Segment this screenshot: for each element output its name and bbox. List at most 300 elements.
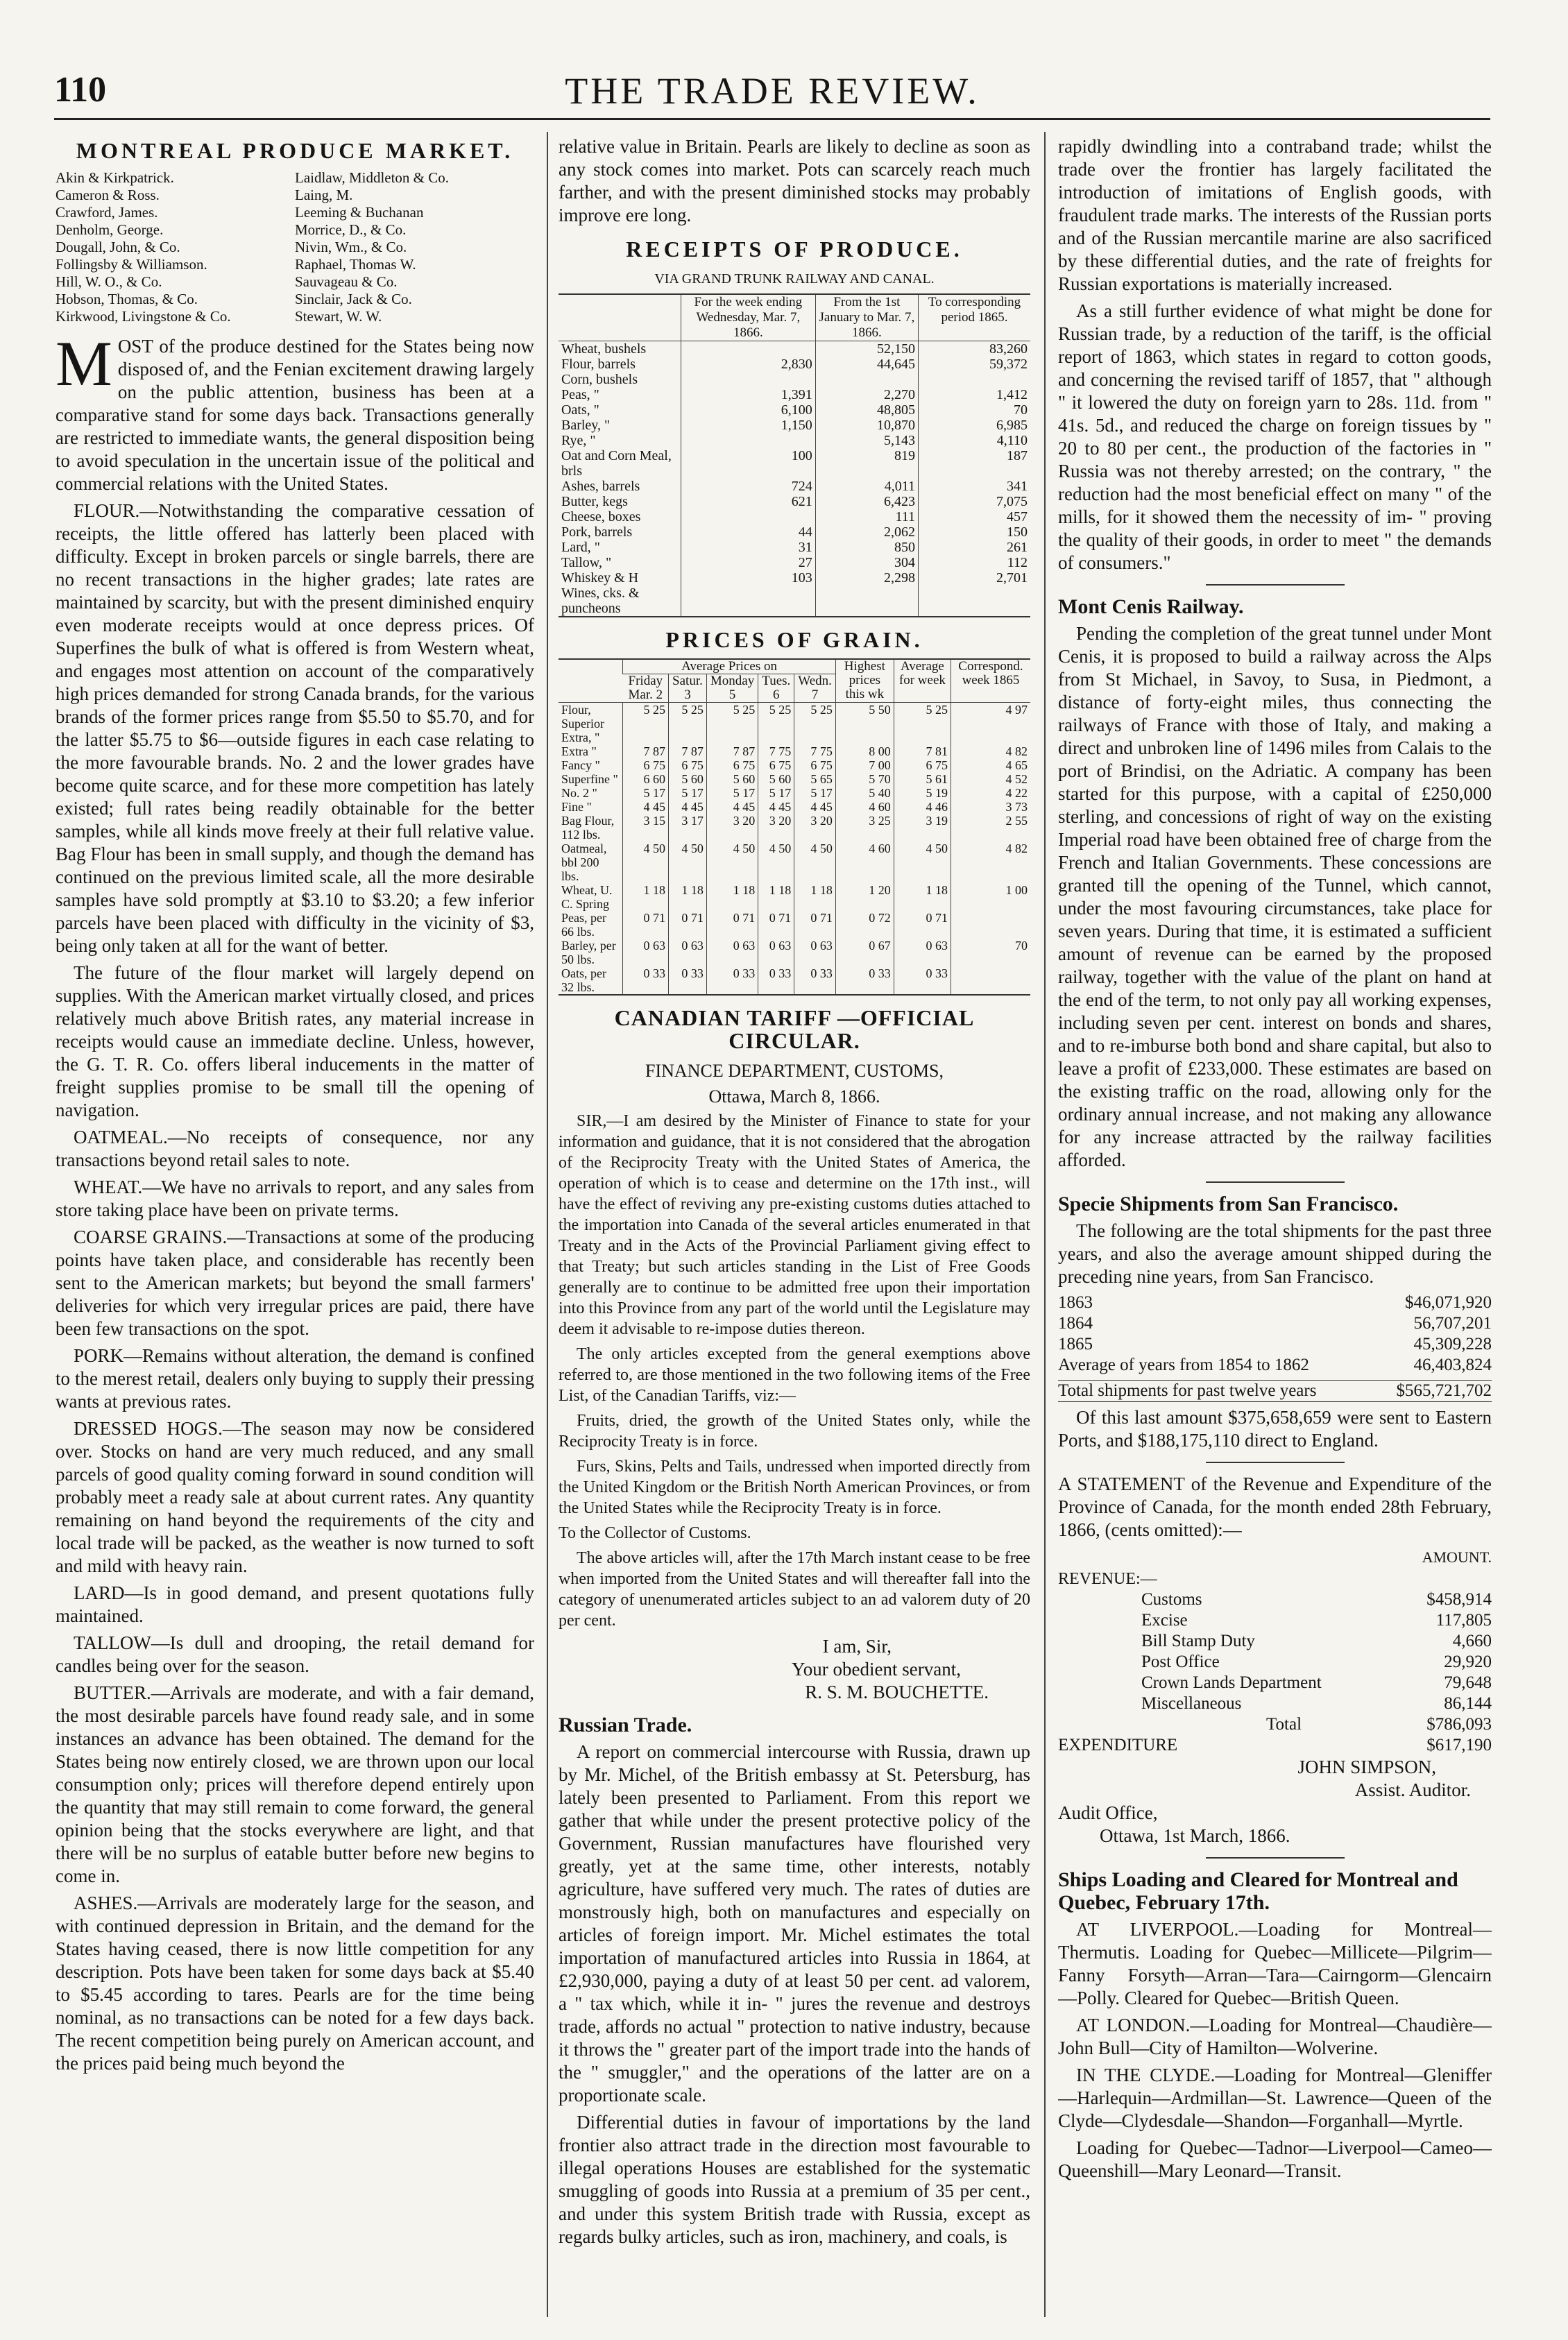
row-label: Wheat, bushels xyxy=(561,341,647,357)
table-header xyxy=(559,659,623,703)
list-item xyxy=(1141,1673,1492,1693)
table-cell xyxy=(919,372,1031,387)
tariff-department: FINANCE DEPARTMENT, CUSTOMS, xyxy=(645,1061,944,1081)
table-cell: 0 67 xyxy=(835,939,894,966)
table-cell: 4 50 xyxy=(706,842,758,883)
expenditure-label: EXPENDITURE xyxy=(1058,1736,1178,1754)
russian-trade-paragraph: Differential duties in favour of importations by the land frontier also attract trade in the direction most favourable to illegal operations Houses are established for the systematic smuggling of goods into Russia at a premium of 35 per cent., and under this system British trade with Russia, except as regards bulky articles, such as iron, machinery, and coals, is xyxy=(559,2112,1030,2247)
revenue-item-amount: 86,144 xyxy=(1444,1694,1492,1713)
row-label: Barley, per 50 lbs. xyxy=(561,939,616,966)
table-header: Monday 5 xyxy=(706,674,758,703)
table-cell: 70 xyxy=(951,939,1030,966)
table-cell: 31 xyxy=(681,540,815,555)
list-item xyxy=(1058,1355,1492,1376)
table-cell: 0 63 xyxy=(623,939,669,966)
flour-outlook: The future of the flour market will largely depend on supplies. With the American market virtually closed, and prices relatively much above British rates, any material increase in receipts would cause an immediate decline. Unless, however, the G. T. R. Co. offers liberal inducements in the matter of freight supplies promise to be small till the opening of navigation. xyxy=(56,962,534,1120)
table-cell: 4 82 xyxy=(951,744,1030,758)
table-cell: 100 xyxy=(681,448,815,479)
broker: Nivin, Wm., & Co. xyxy=(295,239,407,255)
broker: Denholm, George. xyxy=(56,221,164,238)
tariff-paragraph: Furs, Skins, Pelts and Tails, undressed when imported directly from the United Kingdom or the British North American Provinces, or from the United States while the Reciprocity Treaty is in force. xyxy=(559,1458,1030,1517)
table-cell: 3 25 xyxy=(835,814,894,842)
broker: Dougall, John, & Co. xyxy=(56,239,180,255)
table-cell: 0 71 xyxy=(758,911,794,939)
column-3 xyxy=(1058,135,1492,2187)
revenue-total-label: Total xyxy=(1266,1715,1302,1734)
table-cell: 1 00 xyxy=(951,883,1030,911)
coarse-grains-report: COARSE GRAINS.—Transactions at some of the producing points have taken place, and considerable has recently been sent to the American markets; but beyond the small farmers' deliveries for which very irregular prices are paid, there have been few transactions on the spot. xyxy=(56,1227,534,1339)
row-label: Fine " xyxy=(561,800,592,814)
column-rule xyxy=(1044,132,1046,2317)
broker: Morrice, D., & Co. xyxy=(295,221,407,238)
table-cell: 48,805 xyxy=(815,402,918,418)
table-cell: 2 55 xyxy=(951,814,1030,842)
row-label: Pork, barrels xyxy=(561,524,633,540)
page-header xyxy=(54,69,1490,120)
table-cell: 1 18 xyxy=(758,883,794,911)
row-label: Rye, " xyxy=(561,433,596,448)
tariff-heading: CANADIAN TARIFF —OFFICIAL CIRCULAR. xyxy=(614,1005,975,1053)
table-cell xyxy=(681,433,815,448)
row-label: Bag Flour, 112 lbs. xyxy=(561,814,615,842)
table-header: From the 1st January to Mar. 7, 1866. xyxy=(815,294,918,341)
specie-amount: 56,707,201 xyxy=(1413,1314,1492,1333)
table-cell: 4 45 xyxy=(669,800,707,814)
table-row xyxy=(559,772,1030,786)
table-row xyxy=(559,911,1030,939)
table-cell: 7 00 xyxy=(835,758,894,772)
table-cell: 7 75 xyxy=(758,744,794,758)
table-cell: 261 xyxy=(919,540,1031,555)
table-cell: 4 50 xyxy=(669,842,707,883)
table-cell xyxy=(815,372,918,387)
table-header: For the week ending Wednesday, Mar. 7, 1866. xyxy=(681,294,815,341)
table-cell: 6,423 xyxy=(815,494,918,509)
table-cell: 0 72 xyxy=(835,911,894,939)
table-cell: 5 25 xyxy=(758,703,794,745)
table-cell: 27 xyxy=(681,555,815,570)
table-header xyxy=(559,294,681,341)
table-cell: 304 xyxy=(815,555,918,570)
table-row xyxy=(559,814,1030,842)
table-row xyxy=(559,939,1030,966)
table-cell: 0 33 xyxy=(623,966,669,995)
mont-cenis-heading: Mont Cenis Railway. xyxy=(1058,595,1244,618)
table-cell: 0 33 xyxy=(835,966,894,995)
list-item xyxy=(1058,1292,1492,1313)
revenue-item-amount: 79,648 xyxy=(1444,1673,1492,1692)
ships-heading: Ships Loading and Cleared for Montreal and Quebec, February 17th. xyxy=(1058,1868,1458,1914)
russian-trade-paragraph: A report on commercial intercourse with Russia, drawn up by Mr. Michel, of the British embassy at St. Petersburg, has lately been presented to Parliament. From this report we gather that while under the present protective policy of the Government, Russian manufactures have flourished very greatly, yet at the same time, other interests, notably agriculture, have suffered very much. The rates of duties are monstrously high, both on manufactures and especially on articles of foreign import. Mr. Michel estimates the total importation of manufactured articles into Russia in 1864, at £2,930,000, paying a duty of at least 50 per cent. ad valorem, a " tax which, while it in- " jures the revenue and destroys trade, affords no actual " protection to native industry, because it throws the " greater part of the import trade into the hands of the " smuggler," and the operations of the latter are on a proportionate scale. xyxy=(559,1741,1030,2106)
table-cell: 0 33 xyxy=(894,966,951,995)
broker: Follingsby & Williamson. xyxy=(56,256,207,273)
table-cell: 187 xyxy=(919,448,1031,479)
table-cell: 10,870 xyxy=(815,418,918,433)
table-row xyxy=(559,372,1030,387)
tariff-signature: R. S. M. BOUCHETTE. xyxy=(805,1682,989,1702)
table-cell: 3 17 xyxy=(669,814,707,842)
section-rule xyxy=(1206,1181,1345,1183)
revenue-label: REVENUE:— xyxy=(1058,1570,1157,1588)
table-row xyxy=(559,402,1030,418)
row-label: Lard, " xyxy=(561,540,600,555)
table-cell: 4,110 xyxy=(919,433,1031,448)
table-cell: 5 60 xyxy=(669,772,707,786)
broker: Leeming & Buchanan xyxy=(295,204,424,221)
table-cell: 59,372 xyxy=(919,357,1031,372)
table-header: Highest prices this wk xyxy=(835,659,894,703)
table-cell: 341 xyxy=(919,479,1031,494)
table-cell: 70 xyxy=(919,402,1031,418)
table-cell: 0 63 xyxy=(706,939,758,966)
table-cell: 0 71 xyxy=(794,911,836,939)
table-cell: 5 40 xyxy=(835,786,894,800)
row-label: Barley, " xyxy=(561,418,611,433)
table-header: Tues. 6 xyxy=(758,674,794,703)
table-cell: 7 87 xyxy=(669,744,707,758)
table-header: Friday Mar. 2 xyxy=(623,674,669,703)
list-item xyxy=(1141,1693,1492,1714)
broker: Laidlaw, Middleton & Co. xyxy=(295,169,450,186)
auditor-name: JOHN SIMPSON, xyxy=(1297,1757,1436,1777)
ships-clyde-quebec: Loading for Quebec—Tadnor—Liverpool—Cameo—Queenshill—Mary Leonard—Transit. xyxy=(1058,2137,1492,2181)
row-label: Flour, barrels xyxy=(561,357,636,372)
table-cell xyxy=(951,911,1030,939)
row-label: Extra " xyxy=(561,744,597,758)
table-cell: 4 50 xyxy=(623,842,669,883)
specie-heading: Specie Shipments from San Francisco. xyxy=(1058,1193,1399,1215)
section-rule xyxy=(1206,1462,1345,1463)
table-cell: 4 50 xyxy=(758,842,794,883)
flour-report: FLOUR.—Notwithstanding the comparative cessation of receipts, the little offered has latterly been placed with difficulty. Except in broken parcels or single barrels, there are no recent transactions in the higher grades; late rates are maintained by scarcity, but with the present diminished enquiry even moderate receipts would at once depress prices. Of Superfines the bulk of what is offered is from Western wheat, and engages most attention on account of the comparatively high prices demanded for strong Canada brands, for the various brands of the former prices range from $5.50 to $5.70, and for the latter $5.75 to $6—outside figures in each case relating to the more favourable brands. No. 2 and the lower grades have become quite scarce, and for these more competition has lately existed; full rates being readily obtainable for the better samples, while all kinds move freely at their full relative value. Bag Flour has been in small supply, and though the demand has continued on the previous limited scale, all the more desirable samples have sold promptly at $3.10 to $3.20; a few inferior parcels have been placed with difficulty in the vicinity of $3, being only taken at all for the want of better. xyxy=(56,500,534,956)
table-cell: 5 17 xyxy=(706,786,758,800)
table-cell: 4 60 xyxy=(835,800,894,814)
russian-trade-paragraph: As a still further evidence of what might be done for Russian trade, by a reduction of the tariff, is the official report of 1863, which states in regard to cotton goods, and concerning the revised tariff of 1857, that " although " it lowered the duty on foreign yarn to 28s. 11d. from " 41s. 5d., and reduced the charge on foreign tissues by " 20 to 80 per cent., the production of the factories in " Russia was not thereby arrested; on the contrary, " the reduction had the most beneficial effect on many " of the mills, for it showed them the necessity of im- " proving the quality of their goods, in order to meet " the demands of consumers." xyxy=(1058,300,1492,573)
receipts-table xyxy=(559,293,1030,617)
expenditure-row xyxy=(1058,1735,1492,1756)
table-cell: 6 75 xyxy=(894,758,951,772)
pork-report: PORK—Remains without alteration, the demand is confined to the merest retail, dealers only buying to supply their pressing wants at previous rates. xyxy=(56,1345,534,1412)
table-cell: 44,645 xyxy=(815,357,918,372)
table-cell: 5 17 xyxy=(669,786,707,800)
list-item xyxy=(1141,1589,1492,1610)
broker: Raphael, Thomas W. xyxy=(295,256,416,273)
revenue-item-label: Crown Lands Department xyxy=(1141,1673,1322,1692)
table-header: Correspond. week 1865 xyxy=(951,659,1030,703)
table-row xyxy=(559,509,1030,524)
statement-intro: A STATEMENT of the Revenue and Expenditure of the Province of Canada, for the month ended 28th February, 1866, (cents omitted):— xyxy=(1058,1474,1492,1540)
table-cell: 621 xyxy=(681,494,815,509)
table-cell: 819 xyxy=(815,448,918,479)
table-row xyxy=(559,883,1030,911)
table-cell: 52,150 xyxy=(815,341,918,357)
table-header: To corresponding period 1865. xyxy=(919,294,1031,341)
table-cell: 7 87 xyxy=(623,744,669,758)
table-cell: 3 20 xyxy=(794,814,836,842)
table-cell: 7,075 xyxy=(919,494,1031,509)
table-row xyxy=(559,744,1030,758)
table-cell: 4 46 xyxy=(894,800,951,814)
table-cell: 150 xyxy=(919,524,1031,540)
receipts-table-body xyxy=(559,341,1030,617)
table-cell: 4 50 xyxy=(794,842,836,883)
table-cell: 2,830 xyxy=(681,357,815,372)
revenue-item-label: Excise xyxy=(1141,1611,1188,1630)
table-cell: 6 60 xyxy=(623,772,669,786)
table-cell: 724 xyxy=(681,479,815,494)
ships-clyde: IN THE CLYDE.—Loading for Montreal—Gleniffer—Harlequin—Ardmillan—St. Lawrence—Queen of the Clyde—Clydesdale—Shandon—Forganhall—Myrtle. xyxy=(1058,2065,1492,2131)
row-label: Oatmeal, bbl 200 lbs. xyxy=(561,842,607,883)
specie-total xyxy=(1058,1380,1492,1402)
table-cell: 6 75 xyxy=(669,758,707,772)
table-row xyxy=(559,341,1030,357)
table-cell: 0 63 xyxy=(669,939,707,966)
table-cell: 7 87 xyxy=(706,744,758,758)
table-cell: 5 60 xyxy=(758,772,794,786)
ashes-report-continued: relative value in Britain. Pearls are likely to decline as soon as any stock comes into market. Pots can scarcely reach much farther, and with the present diminished stocks may probably improve ere long. xyxy=(559,136,1030,225)
list-item xyxy=(1058,1334,1492,1355)
row-label: Corn, bushels xyxy=(561,372,638,387)
table-cell: 4 97 xyxy=(951,703,1030,745)
tariff-closing-2: Your obedient servant, xyxy=(792,1659,961,1680)
table-cell: 5 17 xyxy=(623,786,669,800)
section-rule xyxy=(1206,1857,1345,1859)
table-cell: 1,412 xyxy=(919,387,1031,402)
specie-total-value: $565,721,702 xyxy=(1396,1381,1492,1400)
table-cell xyxy=(681,509,815,524)
table-row xyxy=(559,540,1030,555)
table-row xyxy=(559,433,1030,448)
revenue-items xyxy=(1058,1589,1492,1714)
table-cell: 6 75 xyxy=(794,758,836,772)
table-cell: 850 xyxy=(815,540,918,555)
table-cell: 1,391 xyxy=(681,387,815,402)
ashes-report: ASHES.—Arrivals are moderately large for the season, and with continued depression in Britain, and the demand for the States having ceased, there is now little competition for any description. Pots have been taken for some days back at $5.40 to $5.45 according to tares. Pearls are for the time being nominal, as no transactions can be noted for a few days back. The recent competition being purely on American account, and the prices paid being much beyond the xyxy=(56,1893,534,2074)
montreal-market-heading: MONTREAL PRODUCE MARKET. xyxy=(76,138,514,163)
row-label: Ashes, barrels xyxy=(561,479,640,494)
ships-london: AT LONDON.—Loading for Montreal—Chaudière—John Bull—City of Hamilton—Wolverine. xyxy=(1058,2015,1492,2058)
row-label: No. 2 " xyxy=(561,786,597,800)
table-cell: 4 22 xyxy=(951,786,1030,800)
table-cell: 8 00 xyxy=(835,744,894,758)
broker: Sauvageau & Co. xyxy=(295,273,398,290)
specie-list xyxy=(1058,1292,1492,1376)
table-row xyxy=(559,786,1030,800)
journal-title: THE TRADE REVIEW. xyxy=(565,70,980,112)
revenue-item-label: Post Office xyxy=(1141,1652,1220,1671)
revenue-item-label: Customs xyxy=(1141,1590,1202,1609)
revenue-item-amount: $458,914 xyxy=(1426,1590,1492,1609)
table-cell: 83,260 xyxy=(919,341,1031,357)
table-cell: 0 71 xyxy=(706,911,758,939)
table-cell: 1 20 xyxy=(835,883,894,911)
auditor-title: Assist. Auditor. xyxy=(1354,1779,1471,1800)
row-label: Superfine " xyxy=(561,772,618,786)
list-item xyxy=(1141,1631,1492,1652)
table-cell: 0 33 xyxy=(794,966,836,995)
revenue-item-amount: 29,920 xyxy=(1444,1652,1492,1671)
dressed-hogs-report: DRESSED HOGS.—The season may now be considered over. Stocks on hand are very much reduced, and any small parcels of good quality coming forward in sound condition will probably meet a ready sale at about current rates. Any quantity remaining on hand beyond the requirements of the city and local trade will be packed, as the weather is now turned to soft and mild with heavy rain. xyxy=(56,1418,534,1576)
row-label: Cheese, boxes xyxy=(561,509,641,524)
tariff-paragraph: The above articles will, after the 17th March instant cease to be free when imported from the United States and will thereafter fall into the category of unenumerated articles subject to an ad valorem duty of 20 per cent. xyxy=(559,1549,1030,1630)
table-cell: 6 75 xyxy=(623,758,669,772)
specie-amount: 45,309,228 xyxy=(1413,1335,1492,1353)
revenue-item-amount: 4,660 xyxy=(1452,1632,1492,1650)
oatmeal-report: OATMEAL.—No receipts of consequence, nor any transactions beyond retail sales to note. xyxy=(56,1127,534,1170)
broker: Hill, W. O., & Co. xyxy=(56,273,162,290)
table-row xyxy=(559,800,1030,814)
table-row xyxy=(559,524,1030,540)
lard-report: LARD—Is in good demand, and present quotations fully maintained. xyxy=(56,1582,534,1626)
table-cell xyxy=(951,966,1030,995)
broker: Kirkwood, Livingstone & Co. xyxy=(56,308,231,325)
table-cell: 0 63 xyxy=(794,939,836,966)
table-cell: 457 xyxy=(919,509,1031,524)
table-cell: 1 18 xyxy=(623,883,669,911)
broker: Sinclair, Jack & Co. xyxy=(295,291,412,307)
expenditure-value: $617,190 xyxy=(1426,1736,1492,1754)
row-label: Flour, Superior Extra, " xyxy=(561,703,604,744)
column-2 xyxy=(559,135,1030,2253)
specie-year: 1864 xyxy=(1058,1314,1093,1333)
page-number: 110 xyxy=(54,70,107,110)
table-cell xyxy=(681,372,815,387)
tariff-place-date: Ottawa, March 8, 1866. xyxy=(708,1086,880,1107)
specie-year: Average of years from 1854 to 1862 xyxy=(1058,1356,1309,1374)
table-row xyxy=(559,966,1030,995)
table-cell: 3 20 xyxy=(758,814,794,842)
table-cell: 5 50 xyxy=(835,703,894,745)
receipts-subheading: VIA GRAND TRUNK RAILWAY AND CANAL. xyxy=(654,271,935,287)
specie-amount: $46,071,920 xyxy=(1405,1293,1492,1312)
table-cell: 6 75 xyxy=(758,758,794,772)
grain-prices-heading: PRICES OF GRAIN. xyxy=(665,627,923,652)
table-cell: 5 19 xyxy=(894,786,951,800)
broker-list-right xyxy=(295,169,534,325)
table-cell: 5 25 xyxy=(894,703,951,745)
table-cell: 0 33 xyxy=(669,966,707,995)
specie-year: 1863 xyxy=(1058,1293,1093,1312)
russian-trade-heading: Russian Trade. xyxy=(559,1714,692,1736)
table-cell: 1 18 xyxy=(669,883,707,911)
broker: Crawford, James. xyxy=(56,204,158,221)
table-cell: 4,011 xyxy=(815,479,918,494)
table-row xyxy=(559,703,1030,745)
list-item xyxy=(1141,1652,1492,1673)
table-row xyxy=(559,758,1030,772)
tariff-closing: I am, Sir, xyxy=(822,1636,892,1657)
row-label: Tallow, " xyxy=(561,555,612,570)
table-cell: 0 63 xyxy=(758,939,794,966)
table-cell: 3 73 xyxy=(951,800,1030,814)
table-cell: 0 71 xyxy=(623,911,669,939)
audit-office: Audit Office, xyxy=(1058,1802,1158,1823)
broker-list-left xyxy=(56,169,295,325)
table-cell xyxy=(681,341,815,357)
table-cell: 111 xyxy=(815,509,918,524)
grain-prices-table xyxy=(559,658,1030,996)
revenue-item-label: Miscellaneous xyxy=(1141,1694,1242,1713)
row-label: Oat and Corn Meal, brls xyxy=(561,448,672,479)
table-cell: 4 60 xyxy=(835,842,894,883)
receipts-heading: RECEIPTS OF PRODUCE. xyxy=(626,237,963,262)
table-header: Wedn. 7 xyxy=(794,674,836,703)
audit-office-date: Ottawa, 1st March, 1866. xyxy=(1100,1825,1290,1846)
table-cell: 1 18 xyxy=(706,883,758,911)
table-row xyxy=(559,842,1030,883)
row-label: Wheat, U. C. Spring xyxy=(561,883,613,911)
table-row xyxy=(559,418,1030,433)
table-header: Average for week xyxy=(894,659,951,703)
list-item xyxy=(1058,1313,1492,1334)
table-cell: 1 18 xyxy=(794,883,836,911)
amount-header: AMOUNT. xyxy=(1422,1548,1492,1566)
table-cell: 7 81 xyxy=(894,744,951,758)
revenue-item-label: Bill Stamp Duty xyxy=(1141,1632,1255,1650)
table-cell: 5 25 xyxy=(794,703,836,745)
wheat-report: WHEAT.—We have no arrivals to report, and any sales from store taking place have been on private terms. xyxy=(56,1177,534,1220)
table-cell: 5 25 xyxy=(669,703,707,745)
table-cell: 1 18 xyxy=(894,883,951,911)
table-cell: 4 82 xyxy=(951,842,1030,883)
broker: Laing, M. xyxy=(295,187,353,203)
table-cell: 1,150 xyxy=(681,418,815,433)
row-label: Peas, " xyxy=(561,387,599,402)
table-row xyxy=(559,555,1030,570)
table-cell: 6,100 xyxy=(681,402,815,418)
mont-cenis-text: Pending the completion of the great tunnel under Mont Cenis, it is proposed to build a railway across the Alps from St Michael, in Savoy, to Susa, in Piedmont, a distance of forty-eight miles, thus connecting the railways of France with those of Italy, and making a direct and unbroken line of 1496 miles from Calais to the port of Brindisi, on the Adriatic. A company has been started for this purpose, with a capital of £250,000 sterling, and concessions of right of way on the existing Imperial road have been obtained free of charge from the French and Italian Governments. These concessions are granted till the opening of the Tunnel, which cannot, under the most favouring circumstances, take place for seven years. During that time, it is estimated a sufficient amount of revenue can be earned by the proposed railway, together with the value of the plant on hand at the end of the term, to not only pay all working expenses, including seven per cent. interest on bonds and shares, and to re-imburse both bond and share capital, but also to leave a profit of £233,000. These estimates are based on the existing traffic on the road, allowing only for the ordinary annual increase, and not making any allowance for any increase attracted by the railway facilities afforded. xyxy=(1058,623,1492,1170)
table-cell: 4 45 xyxy=(758,800,794,814)
broker: Akin & Kirkpatrick. xyxy=(56,169,174,186)
table-cell: 103 xyxy=(681,570,815,617)
column-rule xyxy=(547,132,548,2317)
table-cell: 7 75 xyxy=(794,744,836,758)
table-cell: 5 17 xyxy=(794,786,836,800)
row-label: Peas, per 66 lbs. xyxy=(561,911,606,939)
specie-year: 1865 xyxy=(1058,1335,1093,1353)
table-cell: 5,143 xyxy=(815,433,918,448)
table-cell: 0 71 xyxy=(669,911,707,939)
market-intro: MOST of the produce destined for the States being now disposed of, and the Fenian excitement drawing largely on the public attention, business has been at a comparative stand for some days back. Transactions generally are restricted to immediate wants, the general disposition being to avoid speculation in the uncertain issue of the political and commercial relations with the United States. xyxy=(56,328,534,494)
revenue-item-amount: 117,805 xyxy=(1435,1611,1492,1630)
broker-list xyxy=(56,169,534,325)
table-cell: 2,270 xyxy=(815,387,918,402)
table-header: Average Prices on xyxy=(623,659,836,674)
table-cell: 5 17 xyxy=(758,786,794,800)
table-cell: 4 50 xyxy=(894,842,951,883)
broker: Cameron & Ross. xyxy=(56,187,160,203)
table-row xyxy=(559,387,1030,402)
table-cell: 44 xyxy=(681,524,815,540)
table-row xyxy=(559,448,1030,479)
tariff-paragraph: To the Collector of Customs. xyxy=(559,1524,751,1542)
table-cell: 4 52 xyxy=(951,772,1030,786)
column-1 xyxy=(56,135,534,2079)
row-label: Fancy " xyxy=(561,758,600,772)
tariff-paragraph: SIR,—I am desired by the Minister of Finance to state for your information and guidance, that it is not considered that the abrogation of the Reciprocity Treaty with the United States of America, the operation of which is to cease and determine on the 17th inst., will have the effect of reviving any pre-existing customs duties attached to the importation into Canada of the several articles enumerated in that Treaty and in the Acts of the Provincial Parliament giving effect to that Treaty; but such articles standing in the List of Free Goods generally are to continue to be admitted free upon their importation into this Province from any part of the world until the Legislature may deem it advisable to re-impose duties thereon. xyxy=(559,1112,1030,1338)
row-label: Butter, kegs xyxy=(561,494,628,509)
table-cell: 0 33 xyxy=(706,966,758,995)
table-cell: 2,701 xyxy=(919,570,1031,617)
table-cell: 2,062 xyxy=(815,524,918,540)
drop-cap: M xyxy=(56,328,112,399)
grain-table-body xyxy=(559,703,1030,996)
specie-total-label: Total shipments for past twelve years xyxy=(1058,1381,1317,1400)
table-cell: 4 45 xyxy=(706,800,758,814)
table-row xyxy=(559,494,1030,509)
table-cell: 5 60 xyxy=(706,772,758,786)
tallow-report: TALLOW—Is dull and drooping, the retail demand for candles being over for the season. xyxy=(56,1632,534,1676)
